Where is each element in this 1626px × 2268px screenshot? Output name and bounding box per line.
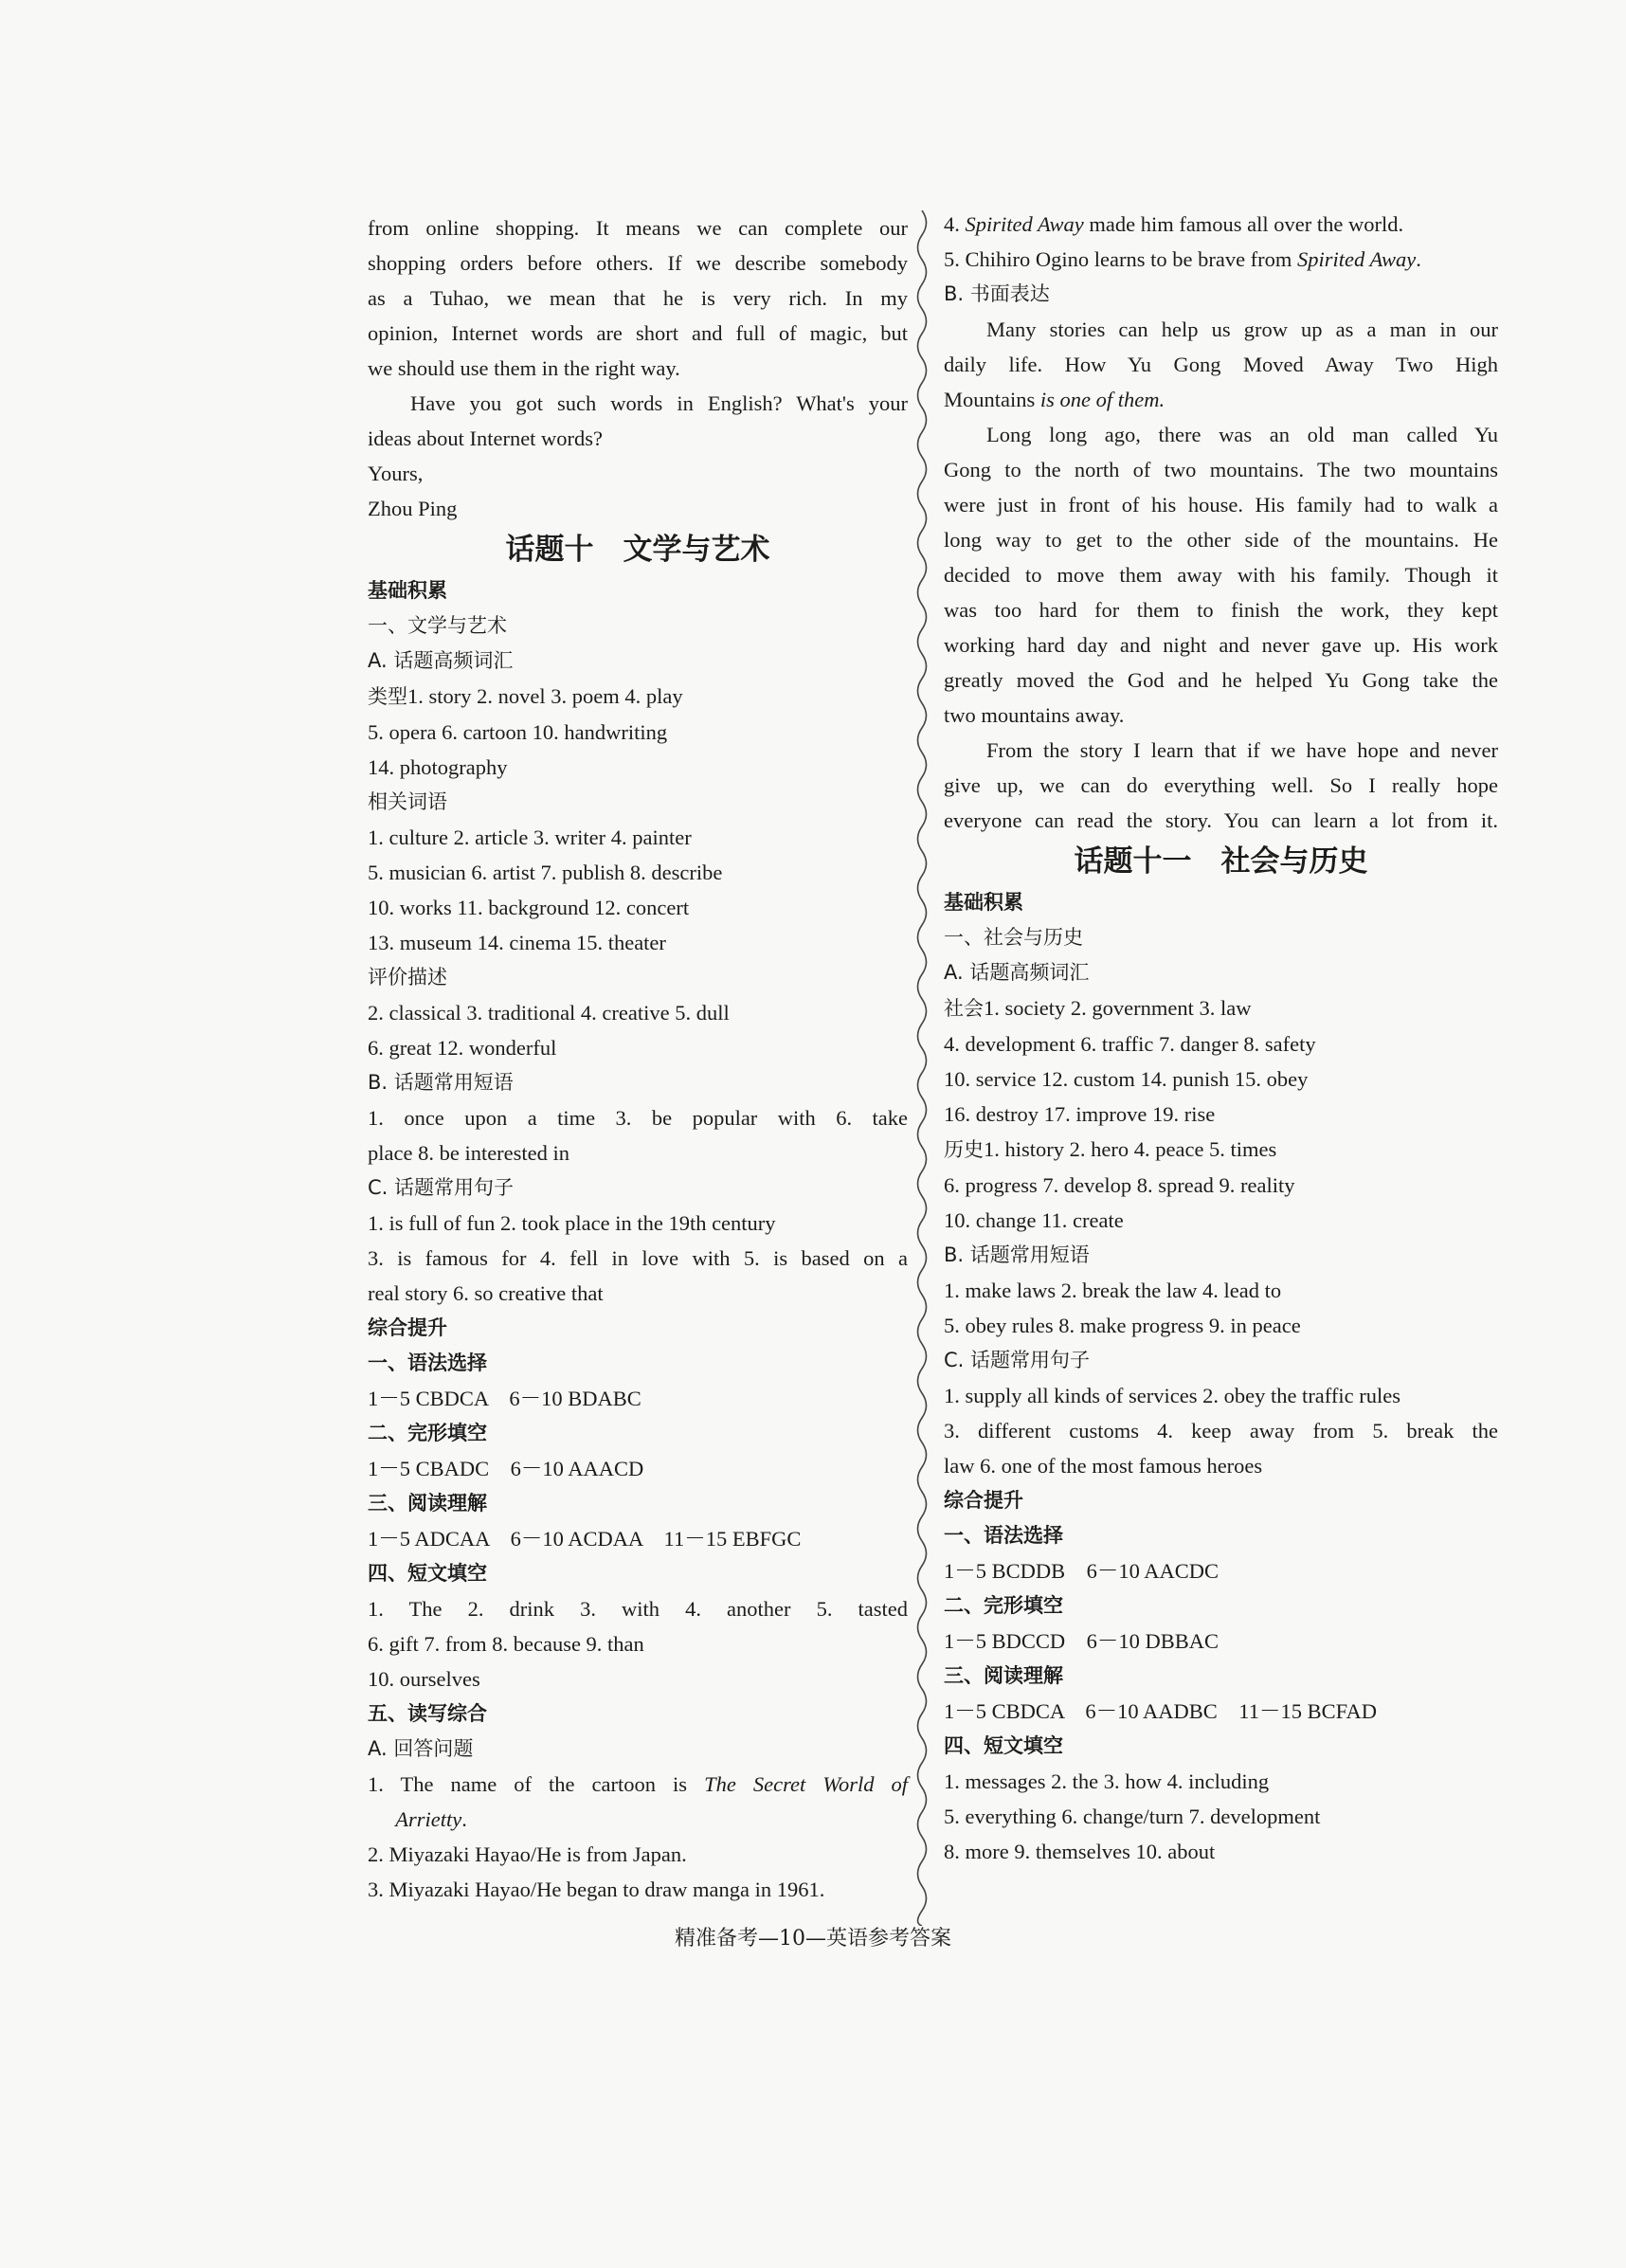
exercise-heading: 一、语法选择 — [368, 1352, 487, 1374]
letter-line: Have you got such words in English? What's your — [410, 391, 908, 415]
section-heading: 一、文学与艺术 — [368, 614, 507, 637]
sentence-line: 3. different customs 4. keep away from 5. break the — [944, 1419, 1498, 1442]
essay-line: decided to move them away with his family. Though it — [944, 563, 1498, 587]
vocab-line: 16. destroy 17. improve 19. rise — [944, 1102, 1216, 1126]
answer-line: 8. more 9. themselves 10. about — [944, 1840, 1216, 1863]
category-label: 类型 — [368, 685, 407, 708]
vocab-line: 6. great 12. wonderful — [368, 1036, 557, 1060]
letter-line: as a Tuhao, we mean that he is very rich. In my — [368, 286, 908, 310]
letter-line: from online shopping. It means we can complete our — [368, 216, 908, 240]
exercise-heading: 四、短文填空 — [368, 1562, 487, 1585]
sentence-line: real story 6. so creative that — [368, 1281, 604, 1305]
essay-line: two mountains away. — [944, 703, 1125, 727]
answer-line: 1. The 2. drink 3. with 4. another 5. tasted — [368, 1597, 908, 1621]
essay-line: daily life. How Yu Gong Moved Away Two High — [944, 353, 1498, 376]
answer-line: 1－5 CBDCA 6－10 AADBC 11－15 BCFAD — [944, 1699, 1377, 1723]
letter-line: ideas about Internet words? — [368, 426, 604, 450]
category-label: 相关词语 — [368, 790, 447, 813]
vocab-line: 10. works 11. background 12. concert — [368, 896, 690, 919]
subsection-heading: C. 话题常用句子 — [368, 1176, 515, 1199]
vocab-line: 1. culture 2. article 3. writer 4. painter — [368, 826, 692, 849]
essay-line: was too hard for them to finish the work, they kept — [944, 598, 1498, 622]
answer-line: 1－5 ADCAA 6－10 ACDAA 11－15 EBFGC — [368, 1527, 802, 1551]
subsection-heading: A. 回答问题 — [368, 1737, 474, 1760]
essay-line: were just in front of his house. His family had to walk a — [944, 493, 1498, 517]
vocab-line: 10. change 11. create — [944, 1208, 1124, 1232]
exercise-heading: 二、完形填空 — [368, 1422, 487, 1444]
letter-line: opinion, Internet words are short and full of magic, but — [368, 321, 908, 345]
subsection-heading: A. 话题高频词汇 — [944, 961, 1090, 984]
exercise-heading: 三、阅读理解 — [944, 1664, 1063, 1687]
answer-line: 1. The name of the cartoon is The Secret World of — [368, 1772, 908, 1796]
subsection-heading: C. 话题常用句子 — [944, 1349, 1091, 1371]
section-heading: 基础积累 — [944, 891, 1023, 914]
section-heading: 基础积累 — [368, 579, 447, 602]
sentence-line: 3. is famous for 4. fell in love with 5. is based on a — [368, 1246, 908, 1270]
phrase-line: 1. once upon a time 3. be popular with 6. take — [368, 1106, 908, 1130]
phrase-line: 1. make laws 2. break the law 4. lead to — [944, 1279, 1282, 1302]
subsection-heading: B. 话题常用短语 — [944, 1243, 1090, 1266]
vocab-line: 4. development 6. traffic 7. danger 8. safety — [944, 1032, 1316, 1056]
answer-line: 1－5 BDCCD 6－10 DBBAC — [944, 1629, 1220, 1653]
essay-line: Gong to the north of two mountains. The two mountains — [944, 458, 1498, 481]
essay-line: working hard day and night and never gave up. His work — [944, 633, 1498, 657]
vocab-line: 5. musician 6. artist 7. publish 8. describe — [368, 861, 723, 884]
answer-line: 1. messages 2. the 3. how 4. including — [944, 1769, 1270, 1793]
answer-line: 1－5 CBADC 6－10 AAACD — [368, 1457, 644, 1480]
category-label: 评价描述 — [368, 966, 447, 989]
exercise-heading: 四、短文填空 — [944, 1734, 1063, 1757]
section-heading: 综合提升 — [368, 1316, 447, 1339]
vocab-line: 2. classical 3. traditional 4. creative 5. dull — [368, 1001, 730, 1025]
vocab-line: 6. progress 7. develop 8. spread 9. reality — [944, 1173, 1295, 1197]
exercise-heading: 三、阅读理解 — [368, 1492, 487, 1515]
left-column — [368, 210, 908, 1907]
essay-line: give up, we can do everything well. So I really hope — [944, 773, 1498, 797]
page-footer: 精准备考—10—英语参考答案 — [675, 1927, 951, 1950]
exercise-heading: 二、完形填空 — [944, 1594, 1063, 1617]
section-heading: 综合提升 — [944, 1489, 1023, 1512]
essay-line: Long long ago, there was an old man called Yu — [986, 423, 1498, 446]
category-label: 社会 — [944, 997, 984, 1020]
letter-closing: Yours, — [368, 462, 424, 485]
answer-line: 2. Miyazaki Hayao/He is from Japan. — [368, 1842, 687, 1866]
category-label: 历史 — [944, 1138, 984, 1161]
subsection-heading: A. 话题高频词汇 — [368, 649, 514, 672]
exercise-heading: 五、读写综合 — [368, 1702, 487, 1725]
vocab-line: 10. service 12. custom 14. punish 15. obey — [944, 1067, 1309, 1091]
essay-line: From the story I learn that if we have hope and never — [986, 738, 1498, 762]
vocab-line: 社会1. society 2. government 3. law — [944, 996, 1252, 1020]
sentence-line: 1. supply all kinds of services 2. obey the traffic rules — [944, 1384, 1400, 1407]
answer-line: 4. Spirited Away made him famous all over the world. — [944, 212, 1404, 236]
vocab-line: 14. photography — [368, 755, 508, 779]
answer-line: 1－5 CBDCA 6－10 BDABC — [368, 1387, 641, 1410]
essay-line: everyone can read the story. You can learn a lot from it. — [944, 808, 1498, 832]
answer-line: 1－5 BCDDB 6－10 AACDC — [944, 1559, 1220, 1583]
exercise-heading: 一、语法选择 — [944, 1524, 1063, 1547]
right-column — [944, 207, 1498, 1869]
topic-10-title: 话题十 文学与艺术 — [505, 533, 770, 567]
answer-line: 5. everything 6. change/turn 7. development — [944, 1805, 1321, 1828]
phrase-line: 5. obey rules 8. make progress 9. in peace — [944, 1314, 1301, 1337]
essay-line: Mountains is one of them. — [944, 388, 1165, 411]
sentence-line: 1. is full of fun 2. took place in the 19th century — [368, 1211, 776, 1235]
essay-line: Many stories can help us grow up as a man in our — [986, 318, 1498, 341]
vocab-line: 5. opera 6. cartoon 10. handwriting — [368, 720, 668, 744]
sentence-line: law 6. one of the most famous heroes — [944, 1454, 1263, 1478]
answer-line: 3. Miyazaki Hayao/He began to draw manga in 1961. — [368, 1878, 825, 1901]
vocab-line: 类型1. story 2. novel 3. poem 4. play — [368, 684, 683, 708]
subsection-heading: B. 话题常用短语 — [368, 1071, 514, 1094]
phrase-line: place 8. be interested in — [368, 1141, 570, 1165]
answer-line: 6. gift 7. from 8. because 9. than — [368, 1632, 644, 1656]
subsection-heading: B. 书面表达 — [944, 282, 1050, 305]
vocab-line: 13. museum 14. cinema 15. theater — [368, 931, 666, 954]
wavy-divider — [908, 210, 936, 1926]
essay-line: long way to get to the other side of the mountains. He — [944, 528, 1498, 552]
answer-line: 10. ourselves — [368, 1667, 480, 1691]
letter-line: we should use them in the right way. — [368, 356, 680, 380]
vocab-line: 历史1. history 2. hero 4. peace 5. times — [944, 1137, 1277, 1161]
section-heading: 一、社会与历史 — [944, 926, 1083, 949]
letter-signature: Zhou Ping — [368, 497, 458, 520]
answer-line: Arrietty. — [395, 1807, 467, 1831]
answer-line: 5. Chihiro Ogino learns to be brave from Spirited Away. — [944, 247, 1421, 271]
essay-line: greatly moved the God and he helped Yu Gong take the — [944, 668, 1498, 692]
topic-11-title: 话题十一 社会与历史 — [1074, 844, 1368, 879]
letter-line: shopping orders before others. If we describe somebody — [368, 251, 908, 275]
